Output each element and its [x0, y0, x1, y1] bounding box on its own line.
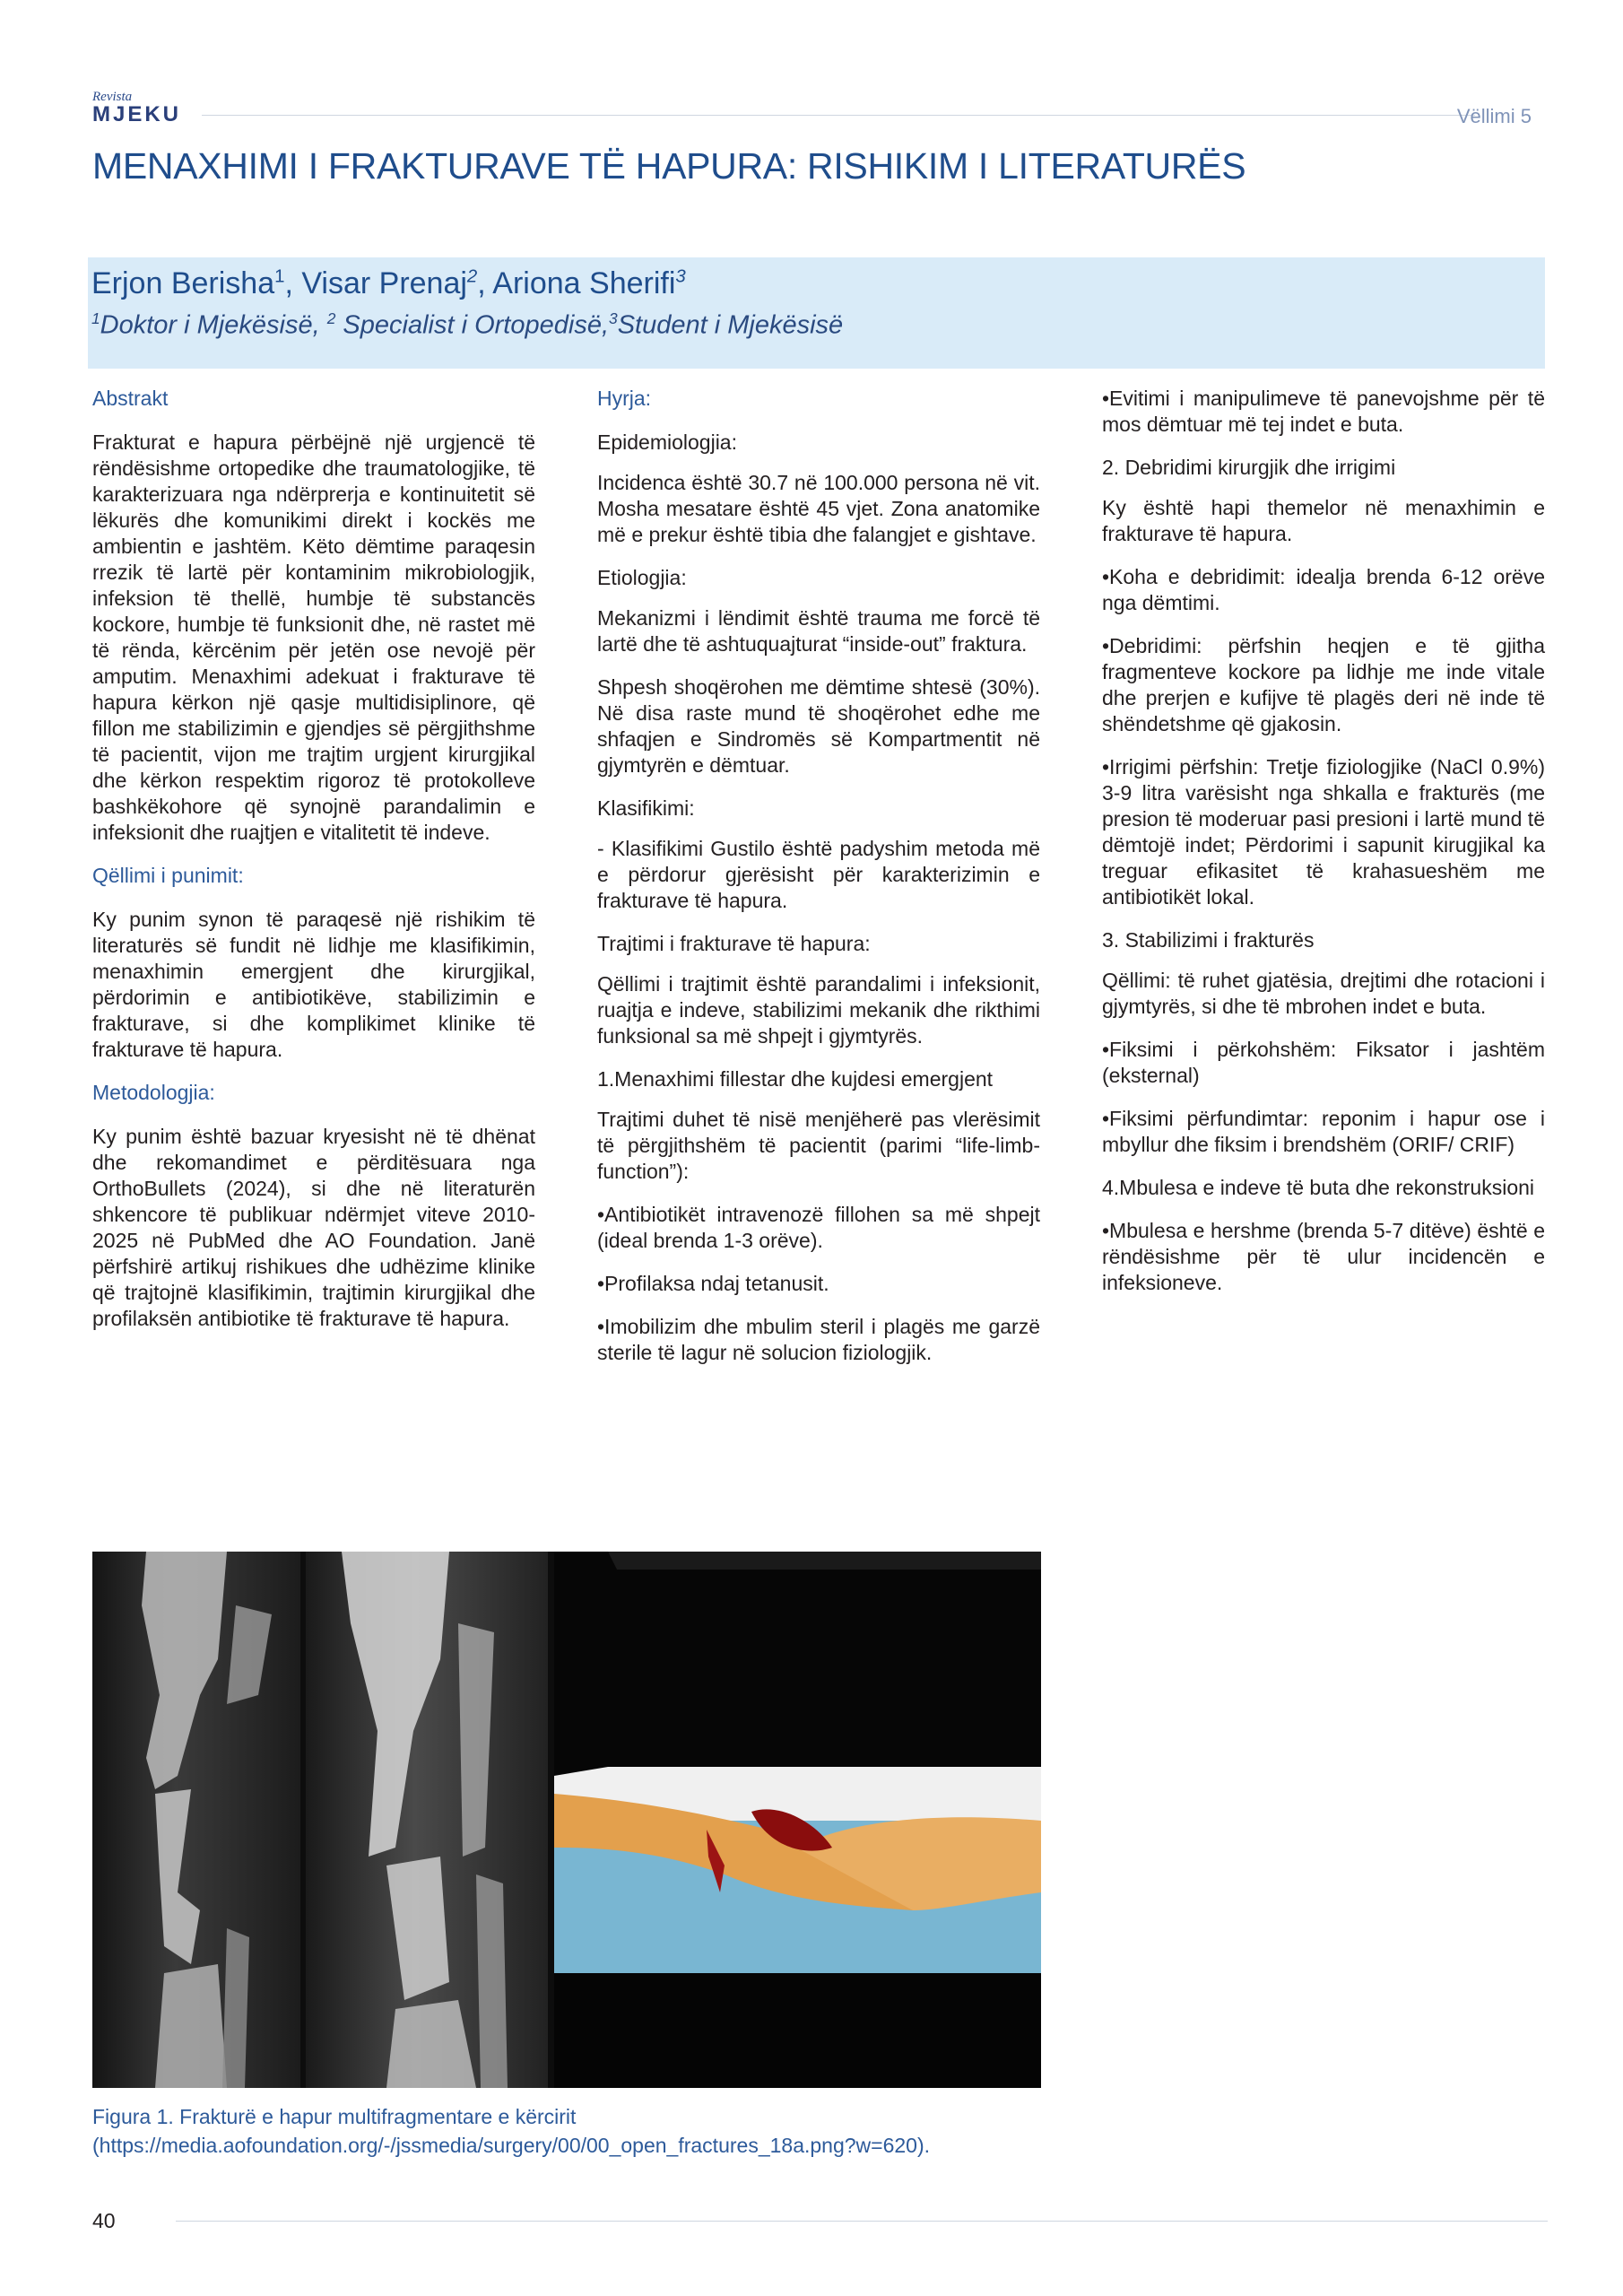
affil-sup: 2 — [326, 309, 336, 327]
affil-text: Student i Mjekësisë — [617, 310, 844, 340]
methodology-heading: Metodologjia: — [92, 1081, 215, 1104]
journal-logo — [92, 90, 191, 126]
author-name: Erjon Berisha — [91, 266, 275, 300]
figure-image — [92, 1552, 1041, 2088]
epidemiology-text: Incidenca është 30.7 në 100.000 persona në vit. Mosha mesatare është 45 vjet. Zona anatomike më e prekur është tibia dhe falangjet e gishtave. — [597, 471, 1040, 546]
logo-title: MJEKU — [92, 102, 182, 126]
abstract-text: Frakturat e hapura përbëjnë një urgjencë të rëndësishme ortopedike dhe traumatologjike, të karakterizuara nga ndërprerja e kontinuitetit së lëkurës dhe komunikimi direkt i kockës me ambientin e jashtëm. Këto dëmtime paraqesin rrezik të lartë për kontaminim mikrobiologjik, infeksion të thellë, humbje të substancës kockore, humbje të funksionit dhe, në rastet më të rënda, kërcënim për jetën ose nevojë për amputim. Menaxhimi adekuat i frakturave të hapura kërkon një qasje multidisiplinore, që fillon me stabilizimin e gjendjes së përgjithshme të pacientit, vijon me trajtim urgjent kirurgjikal dhe kërkon respektim rigoroz të protokolleve bashkëkohore që synojnë parandalimin e infeksionit dhe ruajtjen e vitalitetit të indeve. — [92, 430, 535, 844]
step2-heading: 2. Debridimi kirurgjik dhe irrigimi — [1102, 456, 1396, 479]
step4-heading: 4.Mbulesa e indeve të buta dhe rekonstruksioni — [1102, 1176, 1535, 1199]
footer-divider — [176, 2221, 1548, 2222]
xray-image-1 — [92, 1552, 300, 2088]
etiology-heading: Etiologjia: — [597, 566, 687, 589]
bullet-item: •Evitimi i manipulimeve të panevojshme për të mos dëmtuar më tej indet e buta. — [1102, 387, 1545, 436]
article-title: MENAXHIMI I FRAKTURAVE TË HAPURA: RISHIKIM I LITERATURËS — [92, 145, 1246, 187]
bullet-item: •Debridimi: përfshin heqjen e të gjitha fragmenteve kockore pa lidhje me inde vitale dhe prerjen e kufijve të plagës deri në inde të shëndetshme që gjakosin. — [1102, 634, 1545, 735]
treatment-heading: Trajtimi i frakturave të hapura: — [597, 932, 871, 955]
intro-heading: Hyrja: — [597, 387, 652, 410]
figure-caption: Figura 1. Frakturë e hapur multifragmentare e kërcirit (https://media.aofoundation.org/-/jssmedia/surgery/00/00_open_fractures_18a.png?w=620). — [92, 2105, 931, 2157]
affil-text: Specialist i Ortopedisë, — [335, 310, 610, 340]
author-sup: 3 — [675, 266, 686, 287]
etiology-text: Shpesh shoqërohen me dëmtime shtesë (30%). Në disa raste mund të shoqërohet edhe me shfaqjen e Sindromës së Kompartmentit në gjymtyrën e dëmtuar. — [597, 675, 1040, 777]
author-list — [91, 266, 686, 301]
step3-text: Qëllimi: të ruhet gjatësia, drejtimi dhe rotacioni i gjymtyrës, si dhe të mbrohen indet e buta. — [1102, 969, 1545, 1018]
clinical-photo — [554, 1552, 1041, 2088]
step2-text: Ky është hapi themelor në menaxhimin e frakturave të hapura. — [1102, 496, 1545, 545]
author-sup: 2 — [466, 266, 478, 287]
bullet-item: •Irrigimi përfshin: Tretje fiziologjike (NaCl 0.9%) 3-9 litra varësisht nga shkalla e frakturës (me presion të moderuar pasi presioni i lartë mund të dëmtojë indet; Përdorimi i sapunit kirugjikal ka treguar efikasitet të krahasueshëm me antibiotikët lokal. — [1102, 755, 1545, 909]
column-middle — [597, 386, 1040, 1383]
bullet-item: •Koha e debridimit: idealja brenda 6-12 orëve nga dëmtimi. — [1102, 565, 1545, 614]
affiliations — [91, 309, 843, 341]
step3-heading: 3. Stabilizimi i frakturës — [1102, 928, 1315, 952]
author-sup: 1 — [274, 266, 285, 287]
classification-heading: Klasifikimi: — [597, 796, 695, 820]
etiology-text: Mekanizmi i lëndimit është trauma me forcë të lartë dhe të ashtuquajturat “inside-out” fraktura. — [597, 606, 1040, 656]
step1-heading: 1.Menaxhimi fillestar dhe kujdesi emergjent — [597, 1067, 994, 1091]
header-divider — [202, 115, 1475, 116]
bullet-item: •Mbulesa e hershme (brenda 5-7 ditëve) është e rëndësishme për të ulur incidencën e infeksioneve. — [1102, 1219, 1545, 1294]
authors-box — [88, 257, 1545, 369]
affil-sup: 3 — [609, 309, 618, 327]
bullet-item: •Antibiotikët intravenozë fillohen sa më shpejt (ideal brenda 1-3 orëve). — [597, 1203, 1040, 1252]
epidemiology-heading: Epidemiologjia: — [597, 430, 737, 454]
aim-heading: Qëllimi i punimit: — [92, 864, 244, 887]
volume-label: Vëllimi 5 — [1456, 105, 1532, 127]
xray-image-2 — [306, 1552, 548, 2088]
classification-text: - Klasifikimi Gustilo është padyshim metoda më e përdorur gjerësisht për karakterizimin e frakturave të hapura. — [597, 837, 1040, 912]
aim-text: Ky punim synon të paraqesë një rishikim të literaturës së fundit në lidhje me klasifikimin, menaxhimin emergjent dhe kirurgjikal, përdorimin e antibiotikëve, stabilizimin e frakturave, si dhe komplikimet klinike të frakturave të hapura. — [92, 908, 535, 1061]
author-name: , Ariona Sherifi — [477, 266, 676, 300]
step1-text: Trajtimi duhet të nisë menjëherë pas vlerësimit të përgjithshëm të pacientit (parimi “life-limb-function”): — [597, 1108, 1040, 1183]
bullet-item: •Fiksimi i përkohshëm: Fiksator i jashtëm (eksternal) — [1102, 1038, 1545, 1087]
bullet-item: •Imobilizim dhe mbulim steril i plagës me garzë sterile të lagur në solucion fiziologjik. — [597, 1315, 1040, 1364]
bullet-item: •Profilaksa ndaj tetanusit. — [597, 1272, 829, 1295]
treatment-text: Qëllimi i trajtimit është parandalimi i infeksionit, ruajtja e indeve, stabilizimi mekanik dhe rikthimi funksional sa më shpejt i gjymtyrës. — [597, 972, 1040, 1048]
column-left — [92, 386, 535, 1349]
page-number: 40 — [92, 2209, 116, 2232]
methodology-text: Ky punim është bazuar kryesisht në të dhënat dhe rekomandimet e përditësuara nga OrthoBullets (2024), si dhe në literaturën shkencore të publikuar ndërmjet viteve 2010-2025 në PubMed dhe AO Foundation. Janë përfshirë artikuj rishikues dhe udhëzime klinike që trajtojnë klasifikimin, trajtimin kirurgjikal dhe profilaksën antibiotike të frakturave të hapura. — [92, 1125, 535, 1330]
affil-text: Doktor i Mjekësisë, — [100, 310, 327, 340]
abstract-heading: Abstrakt — [92, 387, 169, 410]
bullet-item: •Fiksimi përfundimtar: reponim i hapur ose i mbyllur dhe fiksim i brendshëm (ORIF/ CRIF) — [1102, 1107, 1545, 1156]
affil-sup: 1 — [91, 309, 100, 327]
column-right — [1102, 386, 1545, 1313]
logo-small-text: Revista — [92, 90, 133, 104]
author-name: , Visar Prenaj — [284, 266, 467, 300]
